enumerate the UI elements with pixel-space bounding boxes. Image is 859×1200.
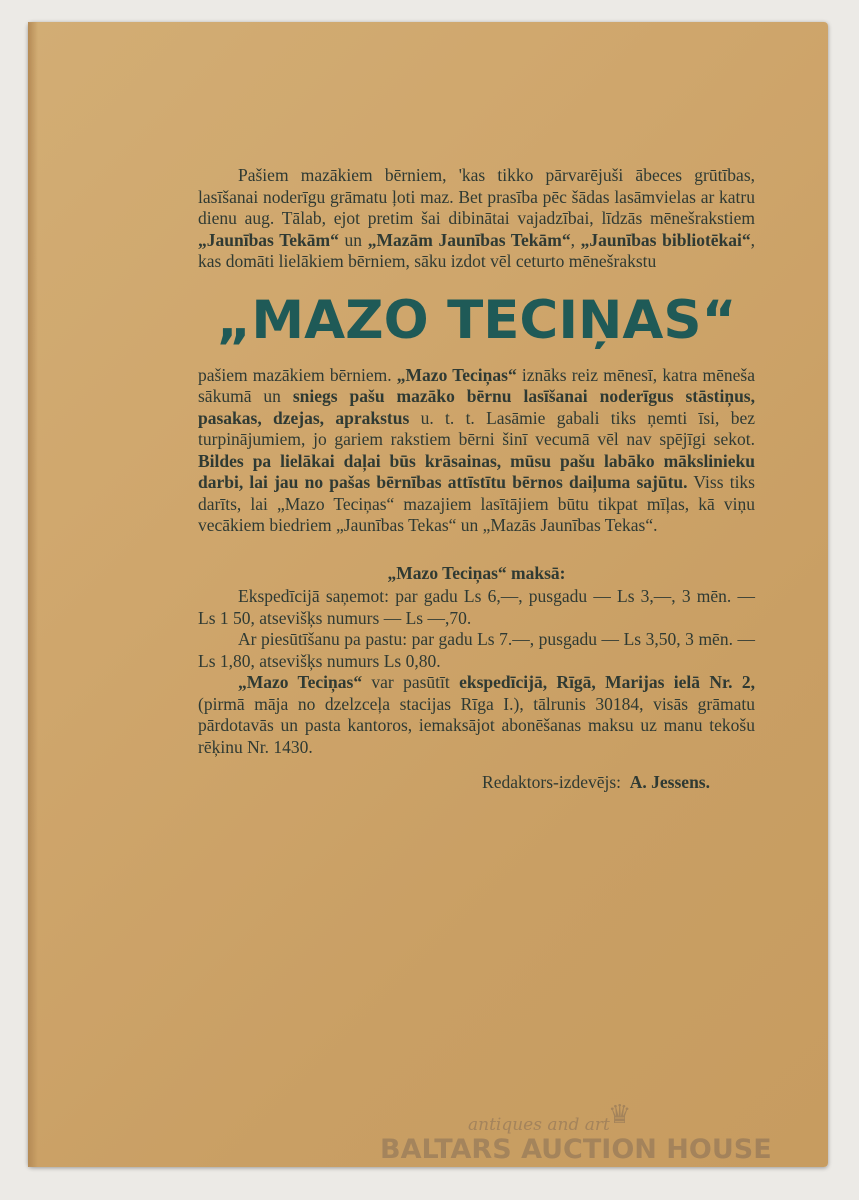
order-bold-1: „Mazo Teciņas“ (238, 672, 363, 692)
magazine-title: „MAZO TECIŅAS“ (216, 289, 737, 351)
body-bold-1: „Mazo Teciņas“ (396, 364, 517, 385)
order-text-2: (pirmā māja no dzelzceļa stacijas Rīga I.), tālrunis 30184, visās grāmatu pārdotavās un pasta kantoros, iemaksājot abonēšanas maksu uz manu tekošu rēķinu Nr. 1430. (198, 693, 755, 757)
booklet-back-cover (28, 22, 828, 1167)
intro-text-2: un (338, 229, 368, 250)
watermark-brand: BALTARS AUCTION HOUSE (380, 1134, 772, 1165)
intro-text-4: , kas domāti lielākiem bērniem, sāku izdot vēl ceturto mēnešrakstu (198, 229, 756, 271)
price-mail: Ar piesūtīšanu pa pastu: par gadu Ls 7.—, pusgadu — Ls 3,50, 3 mēn. — Ls 1,80, atsevišķs numurs Ls 0,80. (198, 629, 755, 671)
body-bold-2: sniegs pašu mazāko bērnu lasīšanai noderīgus stāstiņus, pasakas, dzejas, aprakstus (198, 386, 755, 428)
price-heading: „Mazo Teciņas“ maksā: (387, 562, 566, 583)
order-paragraph (198, 672, 755, 758)
cover-text (198, 165, 755, 794)
body-text-2: iznāks reiz mēnesī, katra mēneša sākumā un (198, 364, 755, 406)
order-bold-2: ekspedīcijā, Rīgā, Marijas ielā Nr. 2, (459, 672, 755, 692)
body-text-1: pašiem mazākiem bērniem. (198, 364, 397, 385)
order-text-1: var pasūtīt (362, 672, 460, 692)
intro-paragraph (198, 165, 755, 273)
editor-name: A. Jessens. (629, 772, 710, 792)
intro-bold-2: „Mazām Jaunības Tekām“ (367, 229, 571, 250)
intro-text-3: , (570, 229, 581, 250)
watermark-tagline: antiques and art (468, 1115, 610, 1135)
auction-watermark (380, 1100, 780, 1170)
editor-label: Redaktors-izdevējs: (482, 772, 622, 792)
description-paragraph (198, 365, 755, 537)
body-text-3: u. t. t. Lasāmie gabali tiks ņemti īsi, bez turpinājumiem, jo gariem rakstiem bērni šinī vecumā vēl nav spējīgi sekot. (198, 407, 756, 449)
crown-icon: ♛ (608, 1100, 632, 1129)
body-bold-3: Bildes pa lielākai daļai būs krāsainas, mūsu pašu labāko mākslinieku darbi, lai jau no pašas bērnības attīstītu bērnos daiļuma sajūtu. (198, 450, 755, 492)
intro-bold-1: „Jaunības Tekām“ (198, 229, 339, 250)
price-pickup: Ekspedīcijā saņemot: par gadu Ls 6,—, pusgadu — Ls 3,—, 3 mēn. — Ls 1 50, atsevišķs numurs — Ls —,70. (198, 586, 755, 628)
intro-text-1: Pašiem mazākiem bērniem, 'kas tikko pārvarējuši ābeces grūtības, lasīšanai noderīgu grāmatu ļoti maz. Bet prasība pēc šādas lasāmvielas ar katru dienu aug. Tālab, ejot pretim šai dibinātai vajadzībai, līdzās mēnešrakstiem (198, 165, 755, 228)
body-text-4: Viss tiks darīts, lai „Mazo Teciņas“ mazajiem lasītājiem būtu tikpat mīļas, kā viņu vecākiem biedriem „Jaunības Tekas“ un „Mazās Jaunības Tekas“. (198, 472, 755, 535)
intro-bold-3: „Jaunības bibliotēkai“ (580, 229, 751, 250)
editor-signature (198, 772, 755, 794)
